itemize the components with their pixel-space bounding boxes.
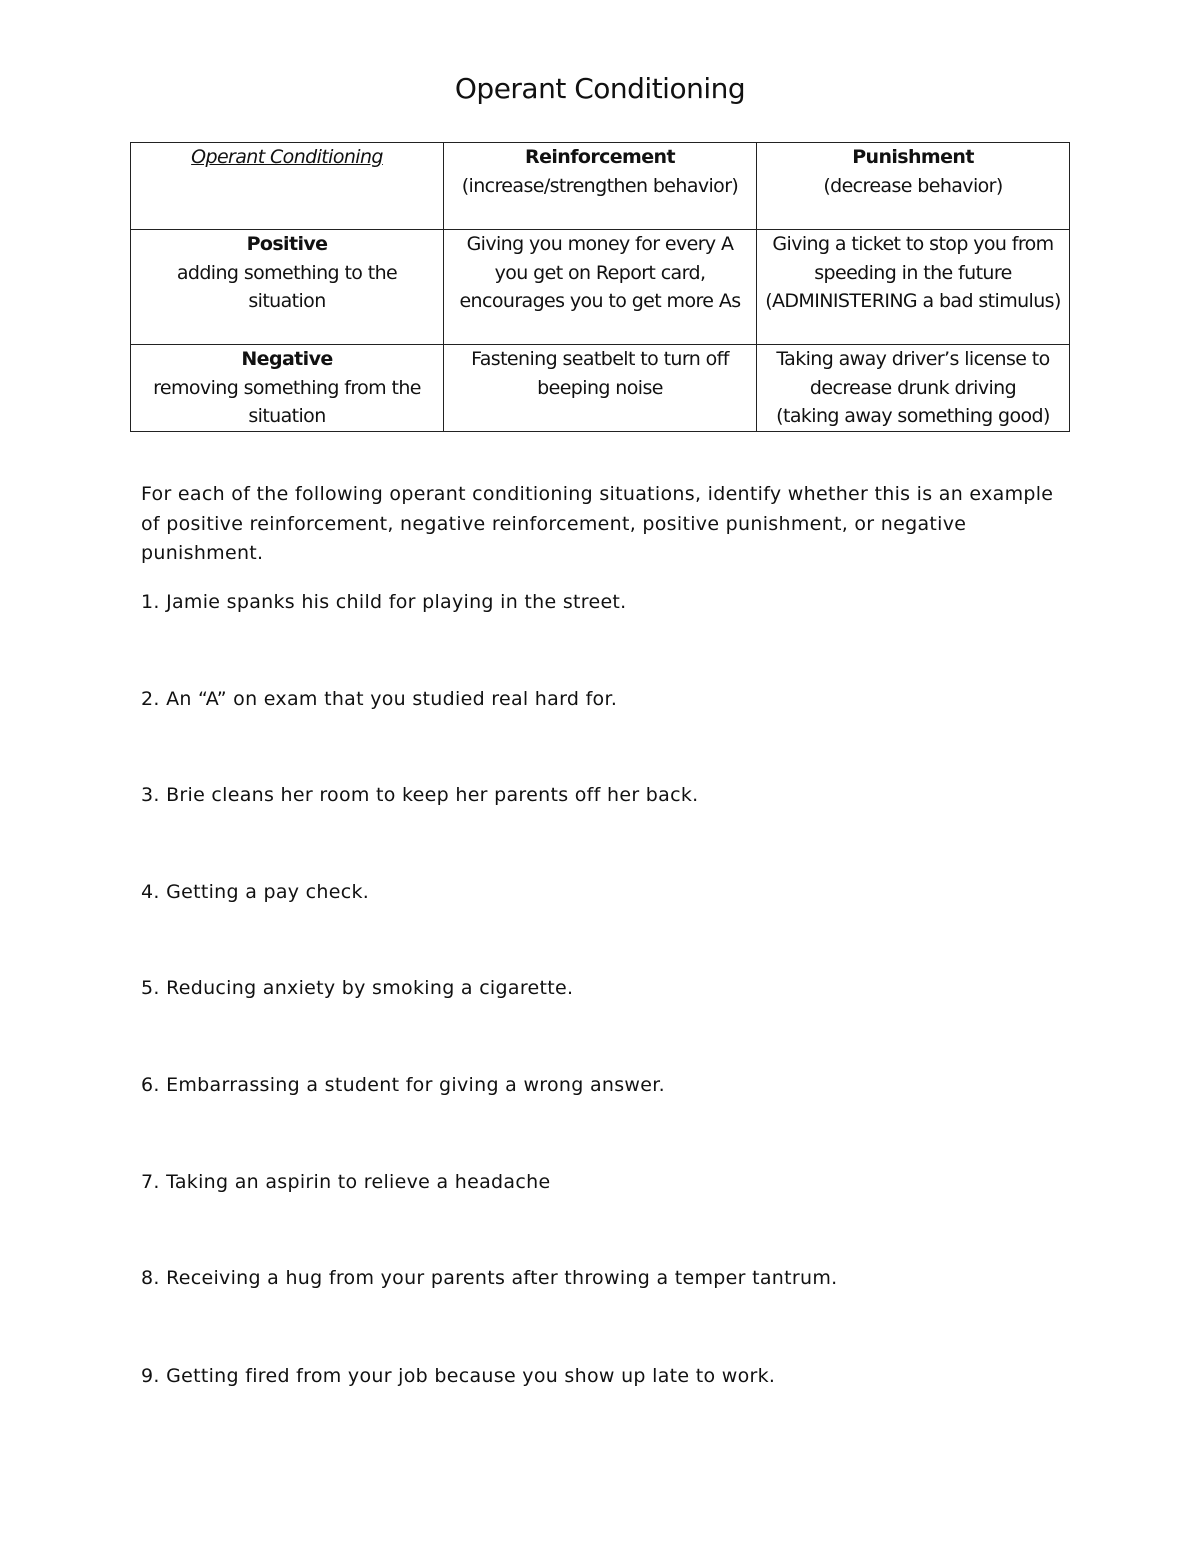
question-5: 5. Reducing anxiety by smoking a cigarette. (141, 977, 574, 999)
operant-conditioning-table (130, 142, 1070, 432)
punishment-title: Punishment (852, 146, 974, 168)
reinforcement-header-cell (444, 143, 757, 230)
question-9: 9. Getting fired from your job because you show up late to work. (141, 1365, 776, 1387)
table-header-row (131, 143, 1070, 230)
corner-label: Operant Conditioning (191, 146, 383, 168)
question-7: 7. Taking an aspirin to relieve a headache (141, 1171, 551, 1193)
positive-label-cell (131, 230, 444, 345)
punishment-subtitle: (decrease behavior) (823, 174, 1003, 197)
question-8: 8. Receiving a hug from your parents after throwing a temper tantrum. (141, 1267, 838, 1289)
table-row-positive (131, 230, 1070, 345)
positive-punishment-cell: Giving a ticket to stop you from speeding in the future (ADMINISTERING a bad stimulus) (757, 230, 1070, 345)
question-1: 1. Jamie spanks his child for playing in the street. (141, 591, 627, 613)
reinforcement-subtitle: (increase/strengthen behavior) (461, 174, 739, 197)
question-2: 2. An “A” on exam that you studied real hard for. (141, 688, 618, 710)
negative-punishment-cell (757, 345, 1070, 432)
question-4: 4. Getting a pay check. (141, 881, 370, 903)
negative-label: Negative (241, 348, 333, 370)
negative-punishment-note: (taking away something good) (776, 405, 1050, 427)
punishment-header-cell (757, 143, 1070, 230)
question-6: 6. Embarrassing a student for giving a wrong answer. (141, 1074, 665, 1096)
table-row-negative (131, 345, 1070, 432)
instructions: For each of the following operant conditioning situations, identify whether this is an example of positive reinforcement, negative reinforcement, positive punishment, or negative punishment. (141, 483, 1054, 564)
positive-label: Positive (246, 233, 328, 255)
negative-punishment-text: Taking away driver’s license to decrease drunk driving (776, 348, 1050, 399)
negative-reinforcement-cell: Fastening seatbelt to turn off beeping noise (444, 345, 757, 432)
corner-cell (131, 143, 444, 230)
positive-reinforcement-cell: Giving you money for every A you get on Report card, encourages you to get more As (444, 230, 757, 345)
question-3: 3. Brie cleans her room to keep her parents off her back. (141, 784, 699, 806)
negative-label-cell (131, 345, 444, 432)
page-title: Operant Conditioning (454, 72, 746, 105)
positive-sublabel: adding something to the situation (176, 261, 398, 312)
negative-sublabel: removing something from the situation (153, 376, 421, 427)
reinforcement-title: Reinforcement (525, 146, 675, 168)
